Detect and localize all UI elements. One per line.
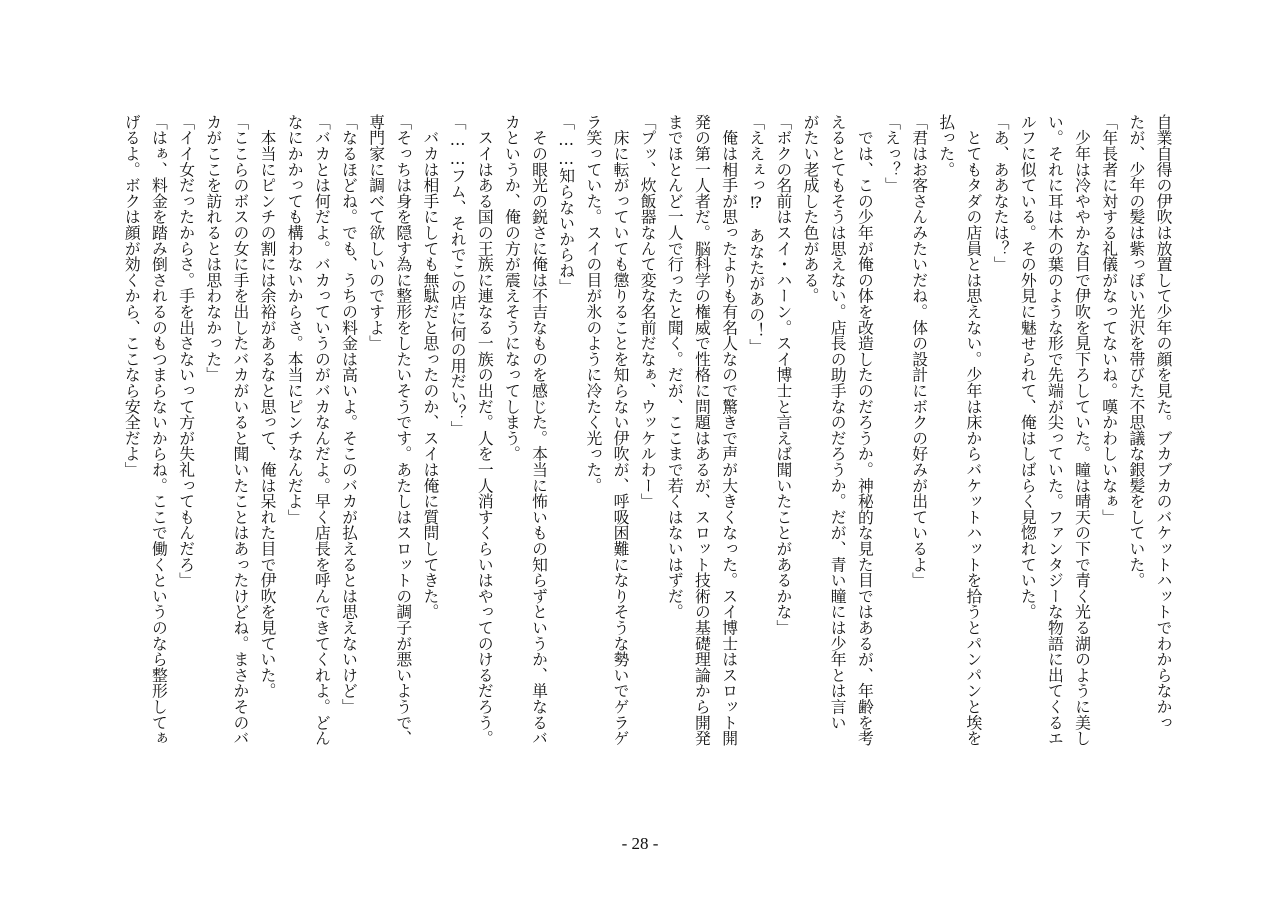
text-column: 本当にピンチの割には余裕があるなと思って、俺は呆れた目で伊吹を見ていた。 bbox=[258, 114, 278, 699]
text-column: とてもタダの店員とは思えない。少年は床からバケットハットを拾うとパンパンと埃を bbox=[963, 114, 983, 746]
text-column: ラ笑っていた。スイの目が氷のように冷たく光った。 bbox=[583, 114, 603, 494]
text-column: 発の第一人者だ。脳科学の権威で性格に問題はあるが、スロット技術の基礎理論から開発 bbox=[692, 114, 712, 746]
text-column: 「はぁ、料金を踏み倒されるのもつまらないからね。ここで働くというのなら整形してぁ bbox=[149, 114, 169, 746]
text-column: その眼光の鋭さに俺は不吉なものを感じた。本当に怖いもの知らずというか、単なるバ bbox=[529, 114, 549, 746]
text-column: 「イイ女だったからさ。手を出さないって方が失礼ってもんだろ」 bbox=[176, 114, 196, 588]
text-column: スイはある国の王族に連なる一族の出だ。人を一人消すくらいはやってのけるだろう。 bbox=[475, 114, 495, 746]
text-column: までほとんど一人で行ったと聞く。だが、ここまで若くはないはずだ。 bbox=[665, 114, 685, 620]
text-column: 自業自得の伊吹は放置して少年の顔を見た。ブカブカのバケットハットでわからなかっ bbox=[1154, 114, 1173, 731]
text-column: 「年長者に対する礼儀がなってないね。嘆かわしいなぁ」 bbox=[1099, 114, 1119, 525]
text-column: 「ボクの名前はスイ・ハーン。スイ博士と言えば聞いたことがあるかな」 bbox=[773, 114, 793, 636]
text-column: 「君はお客さんみたいだね。体の設計にボクの好みが出ているよ」 bbox=[909, 114, 929, 588]
text-column: 「えっ？」 bbox=[882, 114, 902, 193]
text-column: 「プッ、炊飯器なんて変な名前だなぁ、ウッケルわー」 bbox=[638, 114, 658, 509]
text-column: たが、少年の髪は紫っぽい光沢を帯びた不思議な銀髪をしていた。 bbox=[1126, 114, 1146, 588]
page-number: - 28 - bbox=[621, 834, 659, 853]
text-column: カがここを訪れるとは思わなかった」 bbox=[203, 114, 223, 383]
text-column: 「あ、ああなたは？」 bbox=[991, 114, 1011, 272]
text-column: では、この少年が俺の体を改造したのだろうか。神秘的な見た目ではあるが、年齢を考 bbox=[855, 114, 875, 746]
text-column: 床に転がっていても懲りることを知らない伊吹が、呼吸困難になりそうな勢いでゲラゲ bbox=[611, 114, 630, 746]
text-column: げるよ。ボクは顔が効くから、ここなら安全だよ」 bbox=[122, 114, 142, 478]
text-column: 「ここらのボスの女に手を出したバカがいると聞いたことはあったけどね。まさかそのバ bbox=[230, 114, 250, 746]
text-column: い。それに耳は木の葉のような形で先端が尖っていた。ファンタジーな物語に出てくるエ bbox=[1045, 114, 1065, 746]
text-column: カというか、俺の方が震えそうになってしまう。 bbox=[502, 114, 522, 462]
text-column: 俺は相手が思ったよりも有名人なので驚きで声が大きくなった。スイ博士はスロット開 bbox=[719, 114, 739, 746]
text-column: 「……フム、それでこの店に何の用だい？」 bbox=[448, 114, 468, 437]
text-column: がたい老成した色がある。 bbox=[801, 114, 821, 304]
text-column: 「なるほどね。でも、うちの料金は高いよ。そこのバカが払えるとは思えないけど」 bbox=[339, 114, 359, 715]
text-column: なにかかっても構わないからさ。本当にピンチなんだよ」 bbox=[285, 114, 305, 525]
text-column: 少年は冷ややかな目で伊吹を見下ろしていた。瞳は晴天の下で青く光る湖のように美し bbox=[1072, 114, 1092, 746]
text-column: 専門家に調べて欲しいのですよ」 bbox=[366, 114, 386, 351]
text-column: 「……知らないからね」 bbox=[556, 114, 576, 295]
text-column: えるとてもそうは思えない。店長の助手なのだろうか。だが、青い瞳には少年とは言い bbox=[828, 114, 848, 731]
text-column: バカは相手にしても無駄だと思ったのか、スイは俺に質問してきた。 bbox=[420, 114, 440, 620]
text-column: 「バカとは何だよ。バカっていうのがバカなんだよ。早く店長を呼んできてくれよ。どん bbox=[312, 114, 332, 746]
text-column: 「そっちは身を隠す為に整形をしたいそうです。あたしはスロットの調子が悪いようで、 bbox=[393, 114, 413, 746]
text-column: 「ええぇっ⁉ あなたがあの！」 bbox=[746, 114, 766, 355]
text-column: ルフに似ている。その外見に魅せられて、俺はしばらく見惚れていた。 bbox=[1018, 114, 1038, 620]
text-column: 払った。 bbox=[936, 114, 956, 178]
